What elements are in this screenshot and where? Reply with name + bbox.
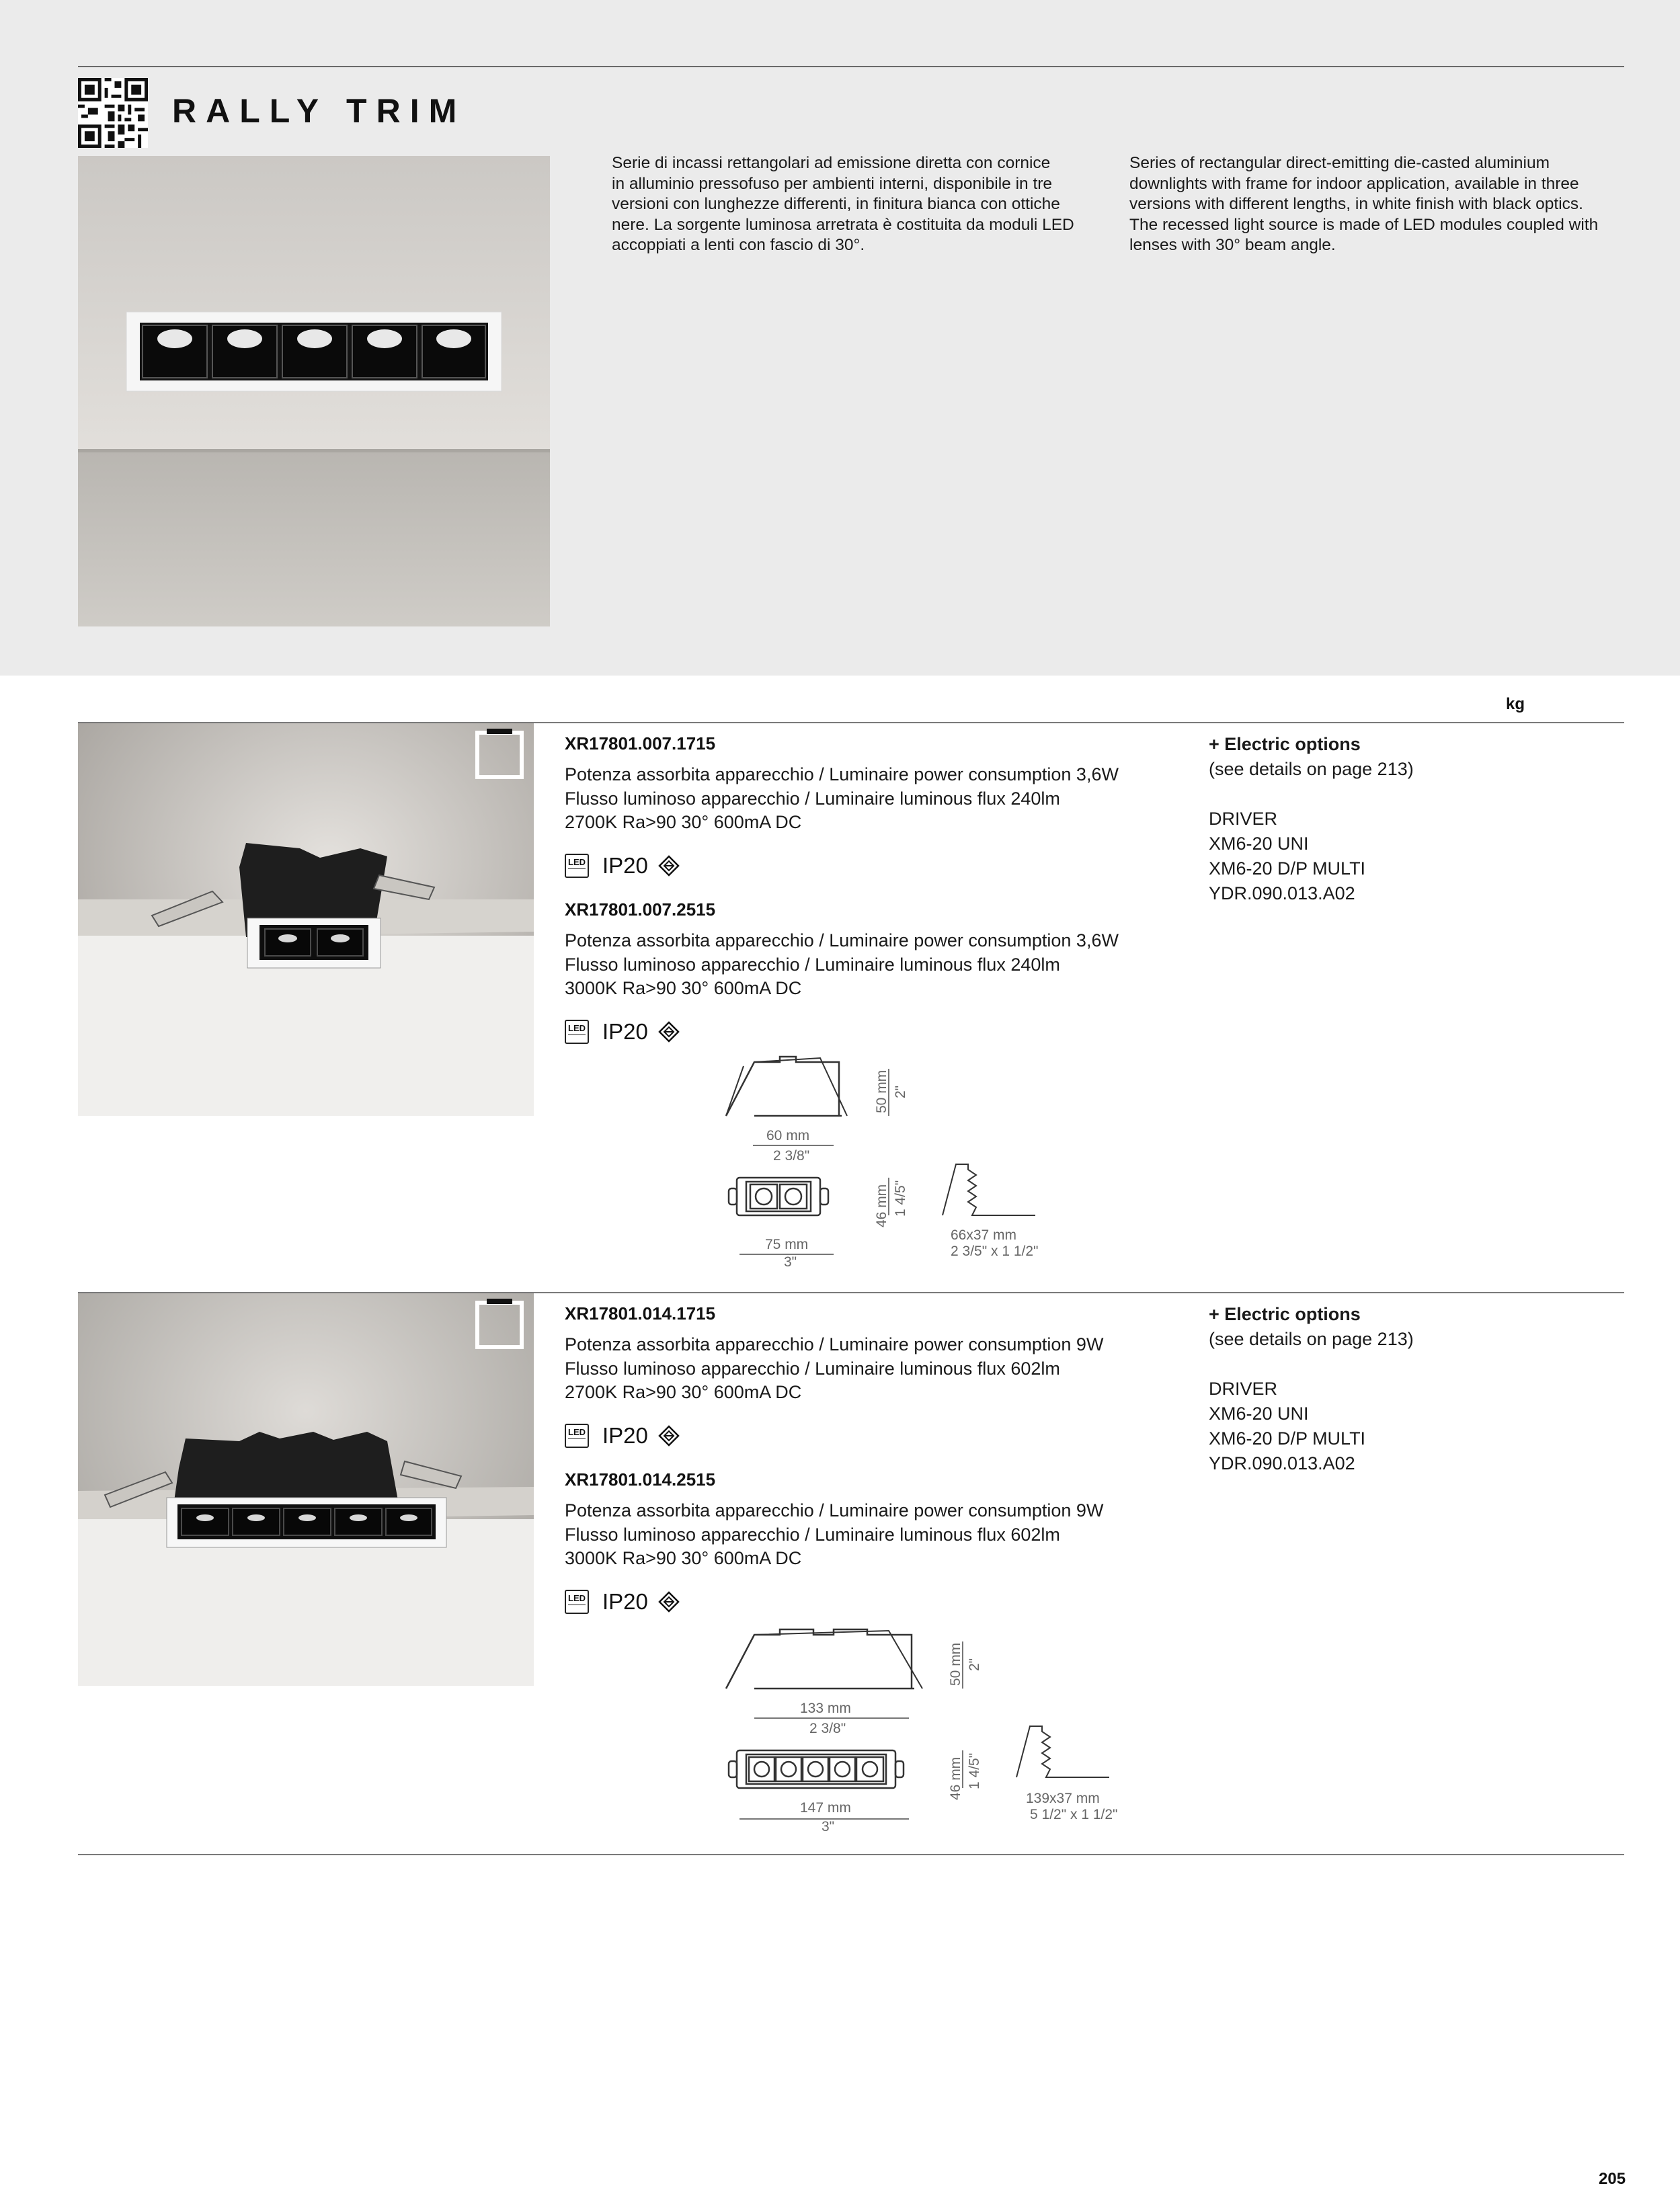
height-in: 2" — [893, 1085, 908, 1098]
description-italian — [612, 153, 1090, 256]
product-code: XR17801.014.2515 — [565, 1469, 716, 1490]
ip-rating: IP20 — [602, 852, 648, 878]
spec-line: Potenza assorbita apparecchio / Luminaire power consumption 9W — [565, 1500, 1104, 1520]
product-variant — [565, 1303, 1197, 1449]
depth-mm: 46 mm — [874, 1184, 889, 1227]
options-title: + Electric options — [1209, 734, 1361, 754]
height-mm: 50 mm — [948, 1642, 963, 1686]
spec-line: Flusso luminoso apparecchio / Luminaire luminous flux 602lm — [565, 1358, 1060, 1379]
length-in: 3" — [784, 1254, 797, 1266]
electric-options — [1209, 732, 1545, 906]
description-line: accoppiati a lenti con fascio di 30°. — [612, 236, 865, 254]
driver-item: YDR.090.013.A02 — [1209, 883, 1355, 903]
length-mm: 75 mm — [765, 1237, 809, 1252]
cutout-in: 5 1/2" x 1 1/2" — [1030, 1807, 1118, 1822]
spec-line: 3000K Ra>90 30° 600mA DC — [565, 978, 802, 998]
description-line: versions with different lengths, in white finish with black optics. — [1129, 195, 1583, 213]
certification-badges — [565, 852, 1197, 879]
led-icon: LED — [565, 854, 589, 878]
description-line: lenses with 30° beam angle. — [1129, 236, 1336, 254]
driver-label: DRIVER — [1209, 1379, 1278, 1399]
qr-code-icon[interactable] — [78, 78, 148, 148]
spec-line: 2700K Ra>90 30° 600mA DC — [565, 812, 802, 832]
top-divider — [78, 66, 1624, 67]
product-specs — [565, 763, 1197, 835]
cutout-in: 2 3/5" x 1 1/2" — [951, 1244, 1039, 1259]
product-specs — [565, 929, 1197, 1001]
product-variant — [565, 733, 1197, 879]
options-title: + Electric options — [1209, 1304, 1361, 1324]
ip-rating: IP20 — [602, 1018, 648, 1044]
spec-line: 2700K Ra>90 30° 600mA DC — [565, 1382, 802, 1402]
driver-item: YDR.090.013.A02 — [1209, 1453, 1355, 1473]
description-line: Series of rectangular direct-emitting die-casted aluminium — [1129, 154, 1550, 172]
description-line: Serie di incassi rettangolari ad emissione diretta con cornice — [612, 154, 1051, 172]
spec-line: Potenza assorbita apparecchio / Luminaire power consumption 9W — [565, 1334, 1104, 1354]
description-english — [1129, 153, 1608, 256]
driver-item: XM6-20 D/P MULTI — [1209, 1428, 1366, 1449]
product-photo-2-module — [78, 723, 534, 1116]
product-variant — [565, 899, 1197, 1045]
spec-line: Flusso luminoso apparecchio / Luminaire luminous flux 240lm — [565, 954, 1060, 975]
description-line: downlights with frame for indoor application, available in three — [1129, 174, 1579, 193]
cutout-mm: 66x37 mm — [951, 1227, 1017, 1243]
height-mm: 50 mm — [874, 1069, 889, 1113]
product-code: XR17801.007.1715 — [565, 733, 716, 754]
depth-in: 1 4/5" — [967, 1752, 982, 1789]
product-variant — [565, 1469, 1197, 1615]
recessed-mount-icon — [657, 1020, 680, 1043]
spec-line: Potenza assorbita apparecchio / Luminaire power consumption 3,6W — [565, 764, 1119, 784]
options-note[interactable]: (see details on page 213) — [1209, 759, 1414, 779]
driver-item: XM6-20 D/P MULTI — [1209, 858, 1366, 879]
technical-drawing — [713, 1624, 1129, 1839]
section-divider — [78, 1854, 1624, 1855]
technical-drawing — [713, 1051, 1062, 1266]
ip-rating: IP20 — [602, 1422, 648, 1448]
driver-label: DRIVER — [1209, 809, 1278, 829]
options-note[interactable]: (see details on page 213) — [1209, 1329, 1414, 1349]
certification-badges — [565, 1588, 1197, 1615]
depth-in: 1 4/5" — [893, 1180, 908, 1217]
width-in: 2 3/8" — [773, 1148, 810, 1164]
product-specs — [565, 1333, 1197, 1405]
recessed-mount-icon — [657, 1590, 680, 1613]
recessed-mount-icon — [657, 1424, 680, 1447]
certification-badges — [565, 1018, 1197, 1045]
description-line: nere. La sorgente luminosa arretrata è costituita da moduli LED — [612, 215, 1074, 234]
ip-rating: IP20 — [602, 1588, 648, 1614]
spec-line: Flusso luminoso apparecchio / Luminaire luminous flux 602lm — [565, 1524, 1060, 1545]
certification-badges — [565, 1422, 1197, 1449]
page-title: RALLY TRIM — [172, 92, 467, 130]
width-mm: 60 mm — [766, 1128, 810, 1143]
description-line: The recessed light source is made of LED modules coupled with — [1129, 215, 1599, 234]
cutout-mm: 139x37 mm — [1026, 1791, 1100, 1806]
length-in: 3" — [822, 1819, 835, 1834]
spec-line: 3000K Ra>90 30° 600mA DC — [565, 1548, 802, 1568]
width-mm: 133 mm — [800, 1701, 851, 1716]
electric-options — [1209, 1302, 1545, 1476]
weight-column-header: kg — [1506, 695, 1525, 713]
description-line: in alluminio pressofuso per ambienti interni, disponibile in tre — [612, 174, 1053, 193]
product-code: XR17801.014.1715 — [565, 1303, 716, 1324]
led-icon: LED — [565, 1424, 589, 1448]
depth-mm: 46 mm — [948, 1756, 963, 1800]
spec-line: Potenza assorbita apparecchio / Luminaire power consumption 3,6W — [565, 930, 1119, 950]
led-icon: LED — [565, 1020, 589, 1044]
recessed-mount-icon — [657, 854, 680, 877]
driver-item: XM6-20 UNI — [1209, 1404, 1309, 1424]
hero-product-photo — [78, 156, 550, 626]
product-specs — [565, 1499, 1197, 1571]
description-line: versioni con lunghezze differenti, in finitura bianca con ottiche — [612, 195, 1060, 213]
led-icon: LED — [565, 1590, 589, 1614]
page-number: 205 — [1599, 2170, 1626, 2188]
width-in: 2 3/8" — [809, 1721, 846, 1736]
length-mm: 147 mm — [800, 1800, 851, 1816]
driver-item: XM6-20 UNI — [1209, 834, 1309, 854]
height-in: 2" — [967, 1658, 982, 1671]
product-code: XR17801.007.2515 — [565, 899, 716, 920]
spec-line: Flusso luminoso apparecchio / Luminaire luminous flux 240lm — [565, 788, 1060, 809]
product-photo-5-module — [78, 1293, 534, 1686]
